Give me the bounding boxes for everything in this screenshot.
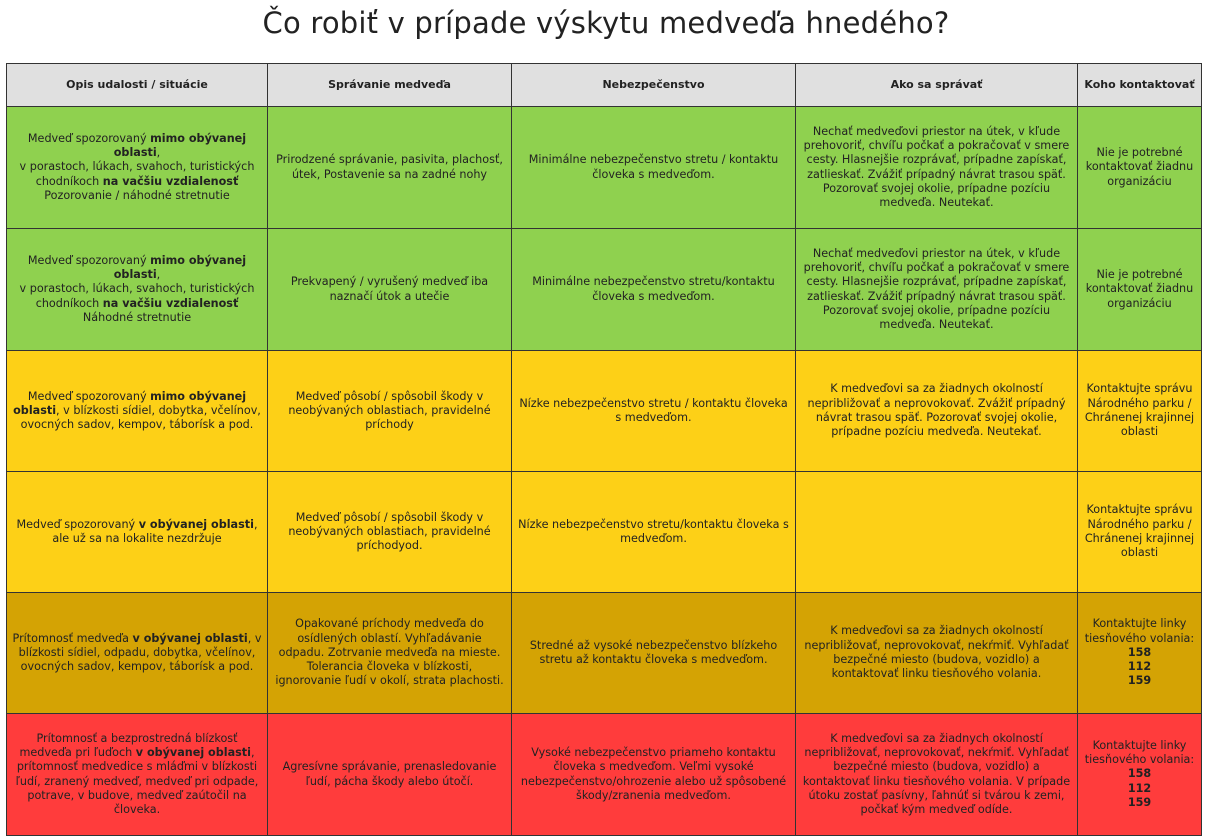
header-situation: Opis udalosti / situácie [7, 64, 268, 107]
action-cell: K medveďovi sa za žiadnych okolností nepribližovať a neprovokovať. Zvážiť prípadný návrat trasou späť. Pozorovať svojej okolie, prípadne pozíciu medveďa. Neutekať. [796, 351, 1078, 472]
danger-cell: Vysoké nebezpečenstvo priameho kontaktu človeka s medveďom. Veľmi vysoké nebezpečenstvo/ohrozenie alebo už spôsobené škody/zranenia medveďom. [512, 714, 796, 836]
behavior-cell: Medveď pôsobí / spôsobil škody v neobývaných oblastiach, pravidelné príchody [268, 351, 512, 472]
situation-cell: Medveď spozorovaný v obývanej oblasti, ale už sa na lokalite nezdržuje [7, 472, 268, 593]
table-row [7, 351, 1202, 472]
bear-guidance-table [6, 63, 1202, 836]
contact-cell: Kontaktujte správu Národného parku / Chránenej krajinnej oblasti [1078, 351, 1202, 472]
behavior-cell: Prekvapený / vyrušený medveď iba naznačí útok a utečie [268, 229, 512, 351]
behavior-cell: Agresívne správanie, prenasledovanie ľudí, pácha škody alebo útočí. [268, 714, 512, 836]
header-action: Ako sa správať [796, 64, 1078, 107]
emergency-number: 158 [1127, 767, 1152, 781]
table-row [7, 107, 1202, 229]
emergency-number: 159 [1127, 795, 1152, 809]
page-title: Čo robiť v prípade výskytu medveďa hnedého? [262, 6, 950, 40]
situation-cell: Prítomnosť medveďa v obývanej oblasti, v blízkosti sídiel, odpadu, dobytka, včelínov, ovocných sadov, kempov, táborísk a pod. [7, 593, 268, 714]
danger-cell: Minimálne nebezpečenstvo stretu/kontaktu človeka s medveďom. [512, 229, 796, 351]
action-cell: K medveďovi sa za žiadnych okolností nepribližovať, neprovokovať, nekŕmiť. Vyhľadať bezpečné miesto (budova, vozidlo) a kontaktovať linku tiesňového volania. [796, 593, 1078, 714]
situation-cell: Prítomnosť a bezprostredná blízkosť medveďa pri ľuďoch v obývanej oblasti, prítomnosť medvedice s mláďmi v blízkosti ľudí, zranený medveď, medveď pri odpade, potrave, v budove, medveď zaútočil na človeka. [7, 714, 268, 836]
table-row [7, 714, 1202, 836]
contact-cell [1078, 714, 1202, 836]
emergency-number: 159 [1127, 674, 1152, 688]
behavior-cell: Medveď pôsobí / spôsobil škody v neobývaných oblastiach, pravidelné príchodyod. [268, 472, 512, 593]
danger-cell: Minimálne nebezpečenstvo stretu / kontaktu človeka s medveďom. [512, 107, 796, 229]
situation-cell: Medveď spozorovaný mimo obývanej oblasti, v blízkosti sídiel, dobytka, včelínov, ovocných sadov, kempov, táborísk a pod. [7, 351, 268, 472]
contact-text: Kontaktujte linky tiesňového volania: [1084, 738, 1195, 767]
header-contact: Koho kontaktovať [1078, 64, 1202, 107]
emergency-number: 112 [1127, 781, 1152, 795]
action-cell: K medveďovi sa za žiadnych okolností nepribližovať, neprovokovať, nekŕmiť. Vyhľadať bezpečné miesto (budova, vozidlo) a kontaktovať linku tiesňového volania. V prípade útoku zostať pasívny, ľahnúť si tvárou k zemi, počkať kým medveď odíde. [796, 714, 1078, 836]
action-cell: Nechať medveďovi priestor na útek, v kľude prehovoriť, chvíľu počkať a pokračovať v smere cesty. Hlasnejšie rozprávať, prípadne zapískať, zatlieskať. Zvážiť prípadný návrat trasou späť. Pozorovať svojej okolie, prípadne pozíciu medveďa. Neutekať. [796, 229, 1078, 351]
action-cell: Nechať medveďovi priestor na útek, v kľude prehovoriť, chvíľu počkať a pokračovať v smere cesty. Hlasnejšie rozprávať, prípadne zapískať, zatlieskať. Zvážiť prípadný návrat trasou späť. Pozorovať svojej okolie, prípadne pozíciu medveďa. Neutekať. [796, 107, 1078, 229]
situation-cell: Medveď spozorovaný mimo obývanej oblasti, v porastoch, lúkach, svahoch, turistických chodníkoch na vačšiu vzdialenosť Náhodné stretnutie [7, 229, 268, 351]
situation-cell: Medveď spozorovaný mimo obývanej oblasti, v porastoch, lúkach, svahoch, turistických chodníkoch na vačšiu vzdialenosť Pozorovanie / náhodné stretnutie [7, 107, 268, 229]
table-row [7, 593, 1202, 714]
contact-text: Kontaktujte linky tiesňového volania: [1084, 617, 1195, 645]
table-header-row [7, 64, 1202, 107]
header-danger: Nebezpečenstvo [512, 64, 796, 107]
contact-cell: Nie je potrebné kontaktovať žiadnu organizáciu [1078, 107, 1202, 229]
danger-cell: Nízke nebezpečenstvo stretu/kontaktu človeka s medveďom. [512, 472, 796, 593]
table-row [7, 229, 1202, 351]
contact-cell: Kontaktujte správu Národného parku / Chránenej krajinnej oblasti [1078, 472, 1202, 593]
emergency-number: 158 [1127, 645, 1152, 659]
table-row [7, 472, 1202, 593]
header-behavior: Správanie medveďa [268, 64, 512, 107]
action-cell [796, 472, 1078, 593]
contact-cell [1078, 593, 1202, 714]
emergency-number: 112 [1127, 660, 1152, 674]
behavior-cell: Prirodzené správanie, pasivita, plachosť, útek, Postavenie sa na zadné nohy [268, 107, 512, 229]
behavior-cell: Opakované príchody medveďa do osídlených oblastí. Vyhľadávanie odpadu. Zotrvanie medveďa na mieste. Tolerancia človeka v blízkosti, ignorovanie ľudí v okolí, strata plachosti. [268, 593, 512, 714]
danger-cell: Nízke nebezpečenstvo stretu / kontaktu človeka s medveďom. [512, 351, 796, 472]
contact-cell: Nie je potrebné kontaktovať žiadnu organizáciu [1078, 229, 1202, 351]
danger-cell: Stredné až vysoké nebezpečenstvo blízkeho stretu až kontaktu človeka s medveďom. [512, 593, 796, 714]
